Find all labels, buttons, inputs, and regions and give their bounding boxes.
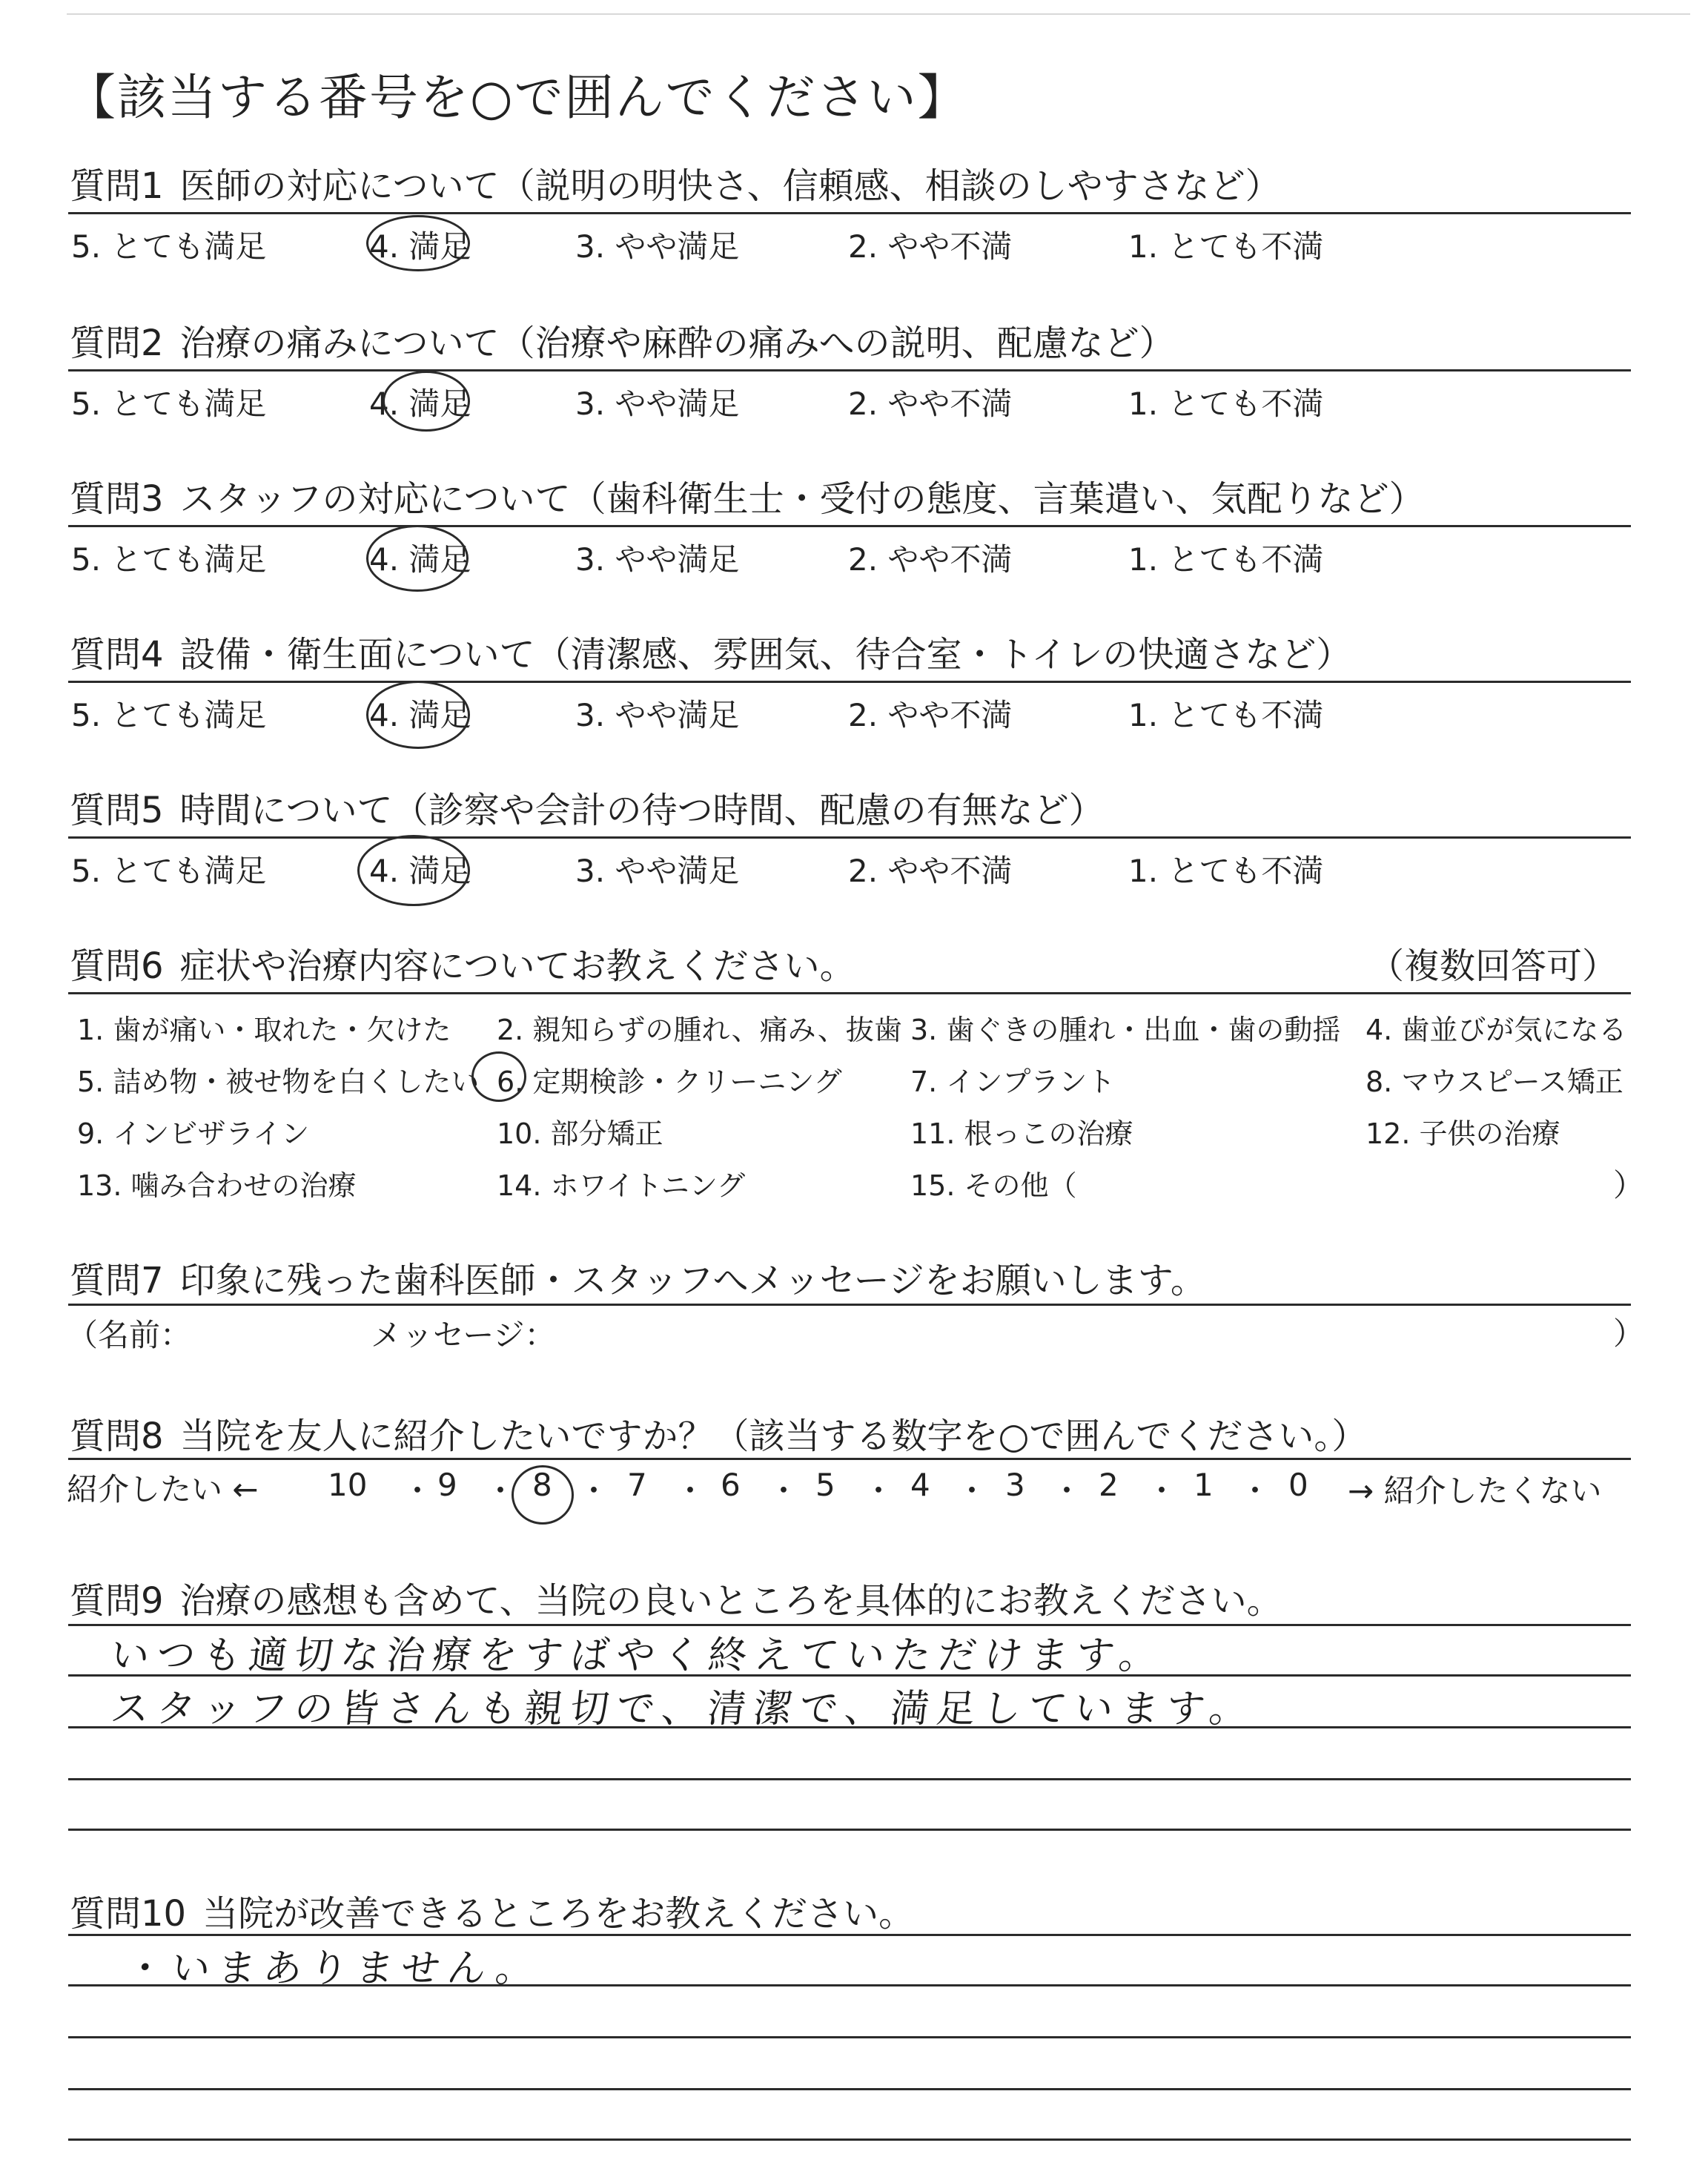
- question-6-rule: [68, 992, 1631, 994]
- q10-handwritten-line-1: ・いまありません。: [123, 1946, 544, 1991]
- q7-close-paren: ）: [1613, 1315, 1645, 1352]
- answer-line: [68, 2036, 1631, 2038]
- scale-5[interactable]: 5: [815, 1467, 835, 1503]
- question-7-rule: [68, 1304, 1631, 1306]
- q3-option-1[interactable]: 1. とても不満: [1128, 541, 1324, 578]
- q6-option-8[interactable]: 8. マウスピース矯正: [1366, 1066, 1623, 1098]
- top-divider: [67, 13, 1690, 15]
- q3-option-4[interactable]: 4. 満足: [369, 541, 471, 578]
- scale-10[interactable]: 10: [328, 1467, 368, 1503]
- q6-other-close-paren: ）: [1613, 1167, 1645, 1203]
- question-text: 治療の感想も含めて、当院の良いところを具体的にお教えください。: [179, 1580, 1282, 1622]
- q4-option-5[interactable]: 5. とても満足: [71, 697, 267, 733]
- question-text: 印象に残った歯科医師・スタッフへメッセージをお願いします。: [179, 1260, 1206, 1301]
- question-1-title: [70, 157, 1281, 208]
- scale-4[interactable]: 4: [910, 1467, 930, 1503]
- question-5-rule: [68, 836, 1631, 839]
- question-text: 当院が改善できるところをお教えください。: [202, 1893, 915, 1935]
- question-text: 医師の対応について（説明の明快さ、信頼感、相談のしやすさなど）: [179, 165, 1281, 207]
- scale-dot: ・: [578, 1473, 610, 1509]
- q6-option-13[interactable]: 13. 噛み合わせの治療: [77, 1169, 357, 1202]
- q6-option-5[interactable]: 5. 詰め物・被せ物を白くしたい: [77, 1066, 480, 1098]
- question-4-rule: [68, 681, 1631, 683]
- q2-option-1[interactable]: 1. とても不満: [1128, 386, 1324, 422]
- q6-option-2[interactable]: 2. 親知らずの腫れ、痛み、抜歯: [497, 1014, 902, 1046]
- scale-2[interactable]: 2: [1099, 1467, 1119, 1503]
- q1-option-3[interactable]: 3. やや満足: [575, 228, 740, 265]
- scale-dot: ・: [1051, 1473, 1083, 1509]
- q1-selection-circle: [366, 215, 470, 271]
- answer-line: [68, 1984, 1631, 1986]
- question-text: 時間について（診察や会計の待つ時間、配慮の有無など）: [179, 790, 1105, 831]
- instruction-header: 【該当する番号を○で囲んでください】: [67, 69, 968, 126]
- question-2-rule: [68, 369, 1631, 371]
- scale-dot: ・: [768, 1473, 800, 1509]
- name-label: （名前：: [67, 1317, 192, 1353]
- q4-option-3[interactable]: 3. やや満足: [575, 697, 740, 733]
- question-8-title: [70, 1407, 1367, 1459]
- question-2-title: [70, 314, 1175, 366]
- question-text: 症状や治療内容についてお教えください。: [179, 945, 855, 987]
- q9-handwritten-line-1: いつも適切な治療をすばやく終えていただけます。: [108, 1634, 1168, 1678]
- q4-selection-circle: [366, 681, 470, 749]
- recommend-left-label: 紹介したい ←: [67, 1471, 259, 1507]
- q6-option-3[interactable]: 3. 歯ぐきの腫れ・出血・歯の動揺: [910, 1014, 1341, 1046]
- question-text: スタッフの対応について（歯科衛生士・受付の態度、言葉遣い、気配りなど）: [179, 478, 1425, 520]
- scale-dot: ・: [956, 1473, 988, 1509]
- recommend-right-label: → 紹介したくない: [1348, 1473, 1602, 1509]
- scale-9[interactable]: 9: [437, 1467, 457, 1503]
- q5-option-2[interactable]: 2. やや不満: [848, 853, 1013, 889]
- question-3-rule: [68, 525, 1631, 527]
- q2-option-4[interactable]: 4. 満足: [369, 386, 471, 422]
- q6-option-9[interactable]: 9. インビザライン: [77, 1117, 310, 1150]
- question-number: 質問6: [70, 945, 164, 987]
- q6-option-6[interactable]: 6. 定期検診・クリーニング: [497, 1066, 842, 1098]
- q2-option-5[interactable]: 5. とても満足: [71, 386, 267, 422]
- question-number: 質問8: [70, 1416, 164, 1457]
- q1-option-4[interactable]: 4. 満足: [369, 228, 471, 265]
- scale-6[interactable]: 6: [721, 1467, 741, 1503]
- q1-option-2[interactable]: 2. やや不満: [848, 228, 1013, 265]
- scale-3[interactable]: 3: [1005, 1467, 1025, 1503]
- q6-option-11[interactable]: 11. 根っこの治療: [910, 1117, 1133, 1150]
- q4-option-2[interactable]: 2. やや不満: [848, 697, 1013, 733]
- question-7-title: [70, 1252, 1206, 1303]
- scale-dot: ・: [485, 1473, 517, 1509]
- scale-dot: ・: [863, 1473, 895, 1509]
- q4-option-4[interactable]: 4. 満足: [369, 697, 471, 733]
- question-5-title: [70, 782, 1105, 833]
- q6-option-10[interactable]: 10. 部分矯正: [497, 1117, 663, 1150]
- question-9-title: [70, 1572, 1282, 1623]
- q6-option-7[interactable]: 7. インプラント: [910, 1066, 1116, 1098]
- q5-option-5[interactable]: 5. とても満足: [71, 853, 267, 889]
- question-text: 設備・衛生面について（清潔感、雰囲気、待合室・トイレの快適さなど）: [179, 634, 1352, 676]
- q3-option-3[interactable]: 3. やや満足: [575, 541, 740, 578]
- q4-option-1[interactable]: 1. とても不満: [1128, 697, 1324, 733]
- answer-line: [68, 2088, 1631, 2090]
- answer-line: [68, 1674, 1631, 1677]
- q6-option-12[interactable]: 12. 子供の治療: [1366, 1117, 1560, 1150]
- scale-dot: ・: [402, 1473, 434, 1509]
- scale-8[interactable]: 8: [532, 1467, 552, 1503]
- scale-7[interactable]: 7: [627, 1467, 647, 1503]
- q6-option-1[interactable]: 1. 歯が痛い・取れた・欠けた: [77, 1014, 451, 1046]
- scale-dot: ・: [1239, 1473, 1271, 1509]
- q5-option-1[interactable]: 1. とても不満: [1128, 853, 1324, 889]
- question-number: 質問5: [70, 790, 164, 831]
- scale-0[interactable]: 0: [1288, 1467, 1308, 1503]
- q9-handwritten-line-2: スタッフの皆さんも親切で、清潔で、満足しています。: [108, 1687, 1258, 1731]
- q3-option-2[interactable]: 2. やや不満: [848, 541, 1013, 578]
- question-number: 質問7: [70, 1260, 164, 1301]
- q6-option-4[interactable]: 4. 歯並びが気になる: [1366, 1014, 1627, 1046]
- q8-selection-circle: [512, 1465, 574, 1525]
- question-8-rule: [68, 1458, 1631, 1460]
- question-number: 質問10: [70, 1893, 187, 1935]
- q3-selection-circle: [366, 525, 469, 592]
- answer-line: [68, 1829, 1631, 1831]
- question-6-title: [70, 937, 855, 988]
- message-label: メッセージ：: [371, 1317, 556, 1353]
- q5-selection-circle: [357, 835, 470, 906]
- q6-option-14[interactable]: 14. ホワイトニング: [497, 1169, 746, 1202]
- q6-selection-circle: [471, 1051, 526, 1102]
- scale-dot: ・: [1146, 1473, 1178, 1509]
- question-number: 質問1: [70, 165, 164, 207]
- question-number: 質問3: [70, 478, 164, 520]
- answer-line: [68, 1726, 1631, 1728]
- multiple-answers-note: （複数回答可）: [1368, 945, 1618, 987]
- question-text: 当院を友人に紹介したいですか？（該当する数字を○で囲んでください。）: [179, 1416, 1368, 1457]
- q1-option-5[interactable]: 5. とても満足: [71, 228, 267, 265]
- q2-selection-circle: [383, 371, 470, 432]
- question-1-rule: [68, 212, 1631, 214]
- q6-option-15[interactable]: 15. その他（: [910, 1169, 1077, 1202]
- answer-line: [68, 1778, 1631, 1780]
- question-4-title: [70, 626, 1351, 677]
- question-10-title: [70, 1885, 914, 1936]
- question-3-title: [70, 470, 1425, 521]
- scale-1[interactable]: 1: [1194, 1467, 1214, 1503]
- scale-dot: ・: [675, 1473, 706, 1509]
- question-number: 質問9: [70, 1580, 164, 1622]
- q3-option-5[interactable]: 5. とても満足: [71, 541, 267, 578]
- question-number: 質問4: [70, 634, 164, 676]
- question-text: 治療の痛みについて（治療や麻酔の痛みへの説明、配慮など）: [179, 323, 1175, 364]
- q2-option-3[interactable]: 3. やや満足: [575, 386, 740, 422]
- question-number: 質問2: [70, 323, 164, 364]
- q1-option-1[interactable]: 1. とても不満: [1128, 228, 1324, 265]
- q5-option-4[interactable]: 4. 満足: [369, 853, 471, 889]
- q5-option-3[interactable]: 3. やや満足: [575, 853, 740, 889]
- answer-line: [68, 1934, 1631, 1936]
- answer-line: [68, 2138, 1631, 2141]
- q2-option-2[interactable]: 2. やや不満: [848, 386, 1013, 422]
